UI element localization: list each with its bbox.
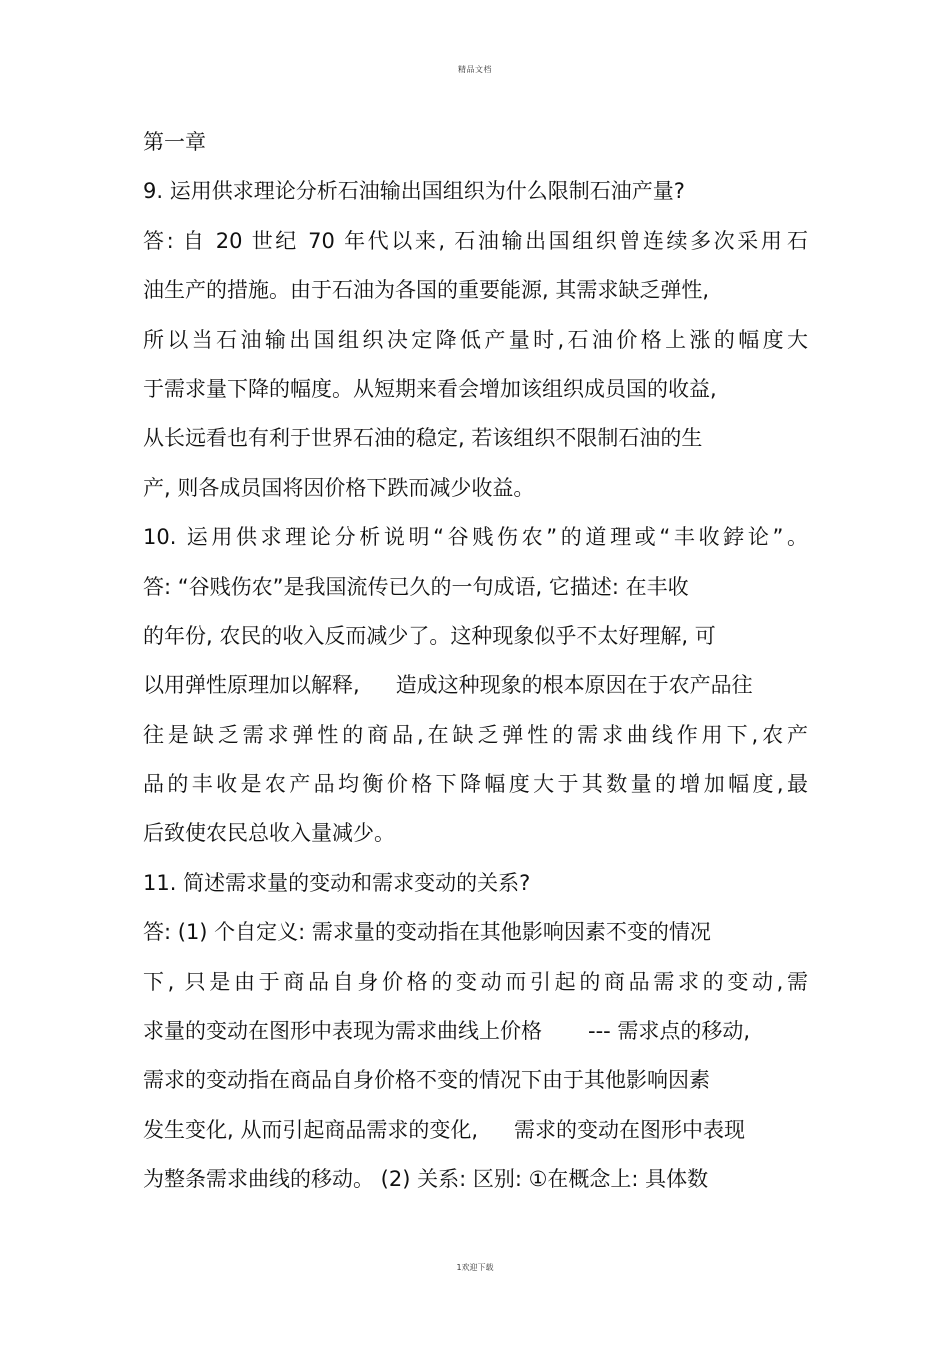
question-9: 9. 运用供求理论分析石油输出国组织为什么限制石油产量?	[143, 179, 685, 204]
paragraph-line: 以用弹性原理加以解释, 造成这种现象的根本原因在于农产品往	[143, 673, 753, 698]
paragraph-line: 后致使农民总收入量减少。	[143, 821, 395, 846]
paragraph-line: 求量的变动在图形中表现为需求曲线上价格 --- 需求点的移动,	[143, 1019, 751, 1044]
paragraph-line: 发生变化, 从而引起商品需求的变化, 需求的变动在图形中表现	[143, 1117, 746, 1142]
paragraph-line: 从长远看也有利于世界石油的稳定, 若该组织不限制石油的生	[143, 426, 703, 451]
paragraph-line: 答: 自 20 世纪 70 年代以来, 石油输出国组织曾连续多次采用石	[143, 228, 808, 253]
paragraph-line: 下, 只是由于商品自身价格的变动而引起的商品需求的变动,需	[143, 969, 808, 994]
paragraph-line: 答: (1) 个自定义: 需求量的变动指在其他影响因素不变的情况	[143, 920, 711, 945]
paragraph-line: 答: “谷贱伤农”是我国流传已久的一句成语, 它描述: 在丰收	[143, 574, 689, 599]
paragraph-line: 的年份, 农民的收入反而减少了。这种现象似乎不太好理解, 可	[143, 623, 716, 648]
question-10: 10. 运用供求理论分析说明“谷贱伤农”的道理或“丰收鋍论”。	[143, 525, 808, 550]
chapter-heading: 第一章	[143, 130, 206, 154]
paragraph-line: 所以当石油输出国组织决定降低产量时,石油价格上涨的幅度大	[143, 327, 808, 352]
paragraph-line: 为整条需求曲线的移动。 (2) 关系: 区别: ①在概念上: 具体数	[143, 1167, 709, 1192]
question-11: 11. 简述需求量的变动和需求变动的关系?	[143, 870, 531, 895]
page-number: 1	[456, 1263, 462, 1272]
paragraph-line: 油生产的措施。由于石油为各国的重要能源, 其需求缺乏弹性,	[143, 278, 710, 303]
footer-text: 欢迎下载	[461, 1263, 494, 1272]
paragraph-line: 需求的变动指在商品自身价格不变的情况下由于其他影响因素	[143, 1068, 710, 1093]
paragraph-line: 于需求量下降的幅度。从短期来看会增加该组织成员国的收益,	[143, 376, 717, 401]
page-header: 精品文档	[458, 65, 492, 74]
page-footer	[0, 1262, 950, 1273]
paragraph-line: 往是缺乏需求弹性的商品,在缺乏弹性的需求曲线作用下,农产	[143, 722, 808, 747]
document-body	[143, 118, 808, 1205]
paragraph-line: 品的丰收是农产品均衡价格下降幅度大于其数量的增加幅度,最	[143, 772, 808, 797]
paragraph-line: 产, 则各成员国将因价格下跌而减少收益。	[143, 475, 535, 500]
